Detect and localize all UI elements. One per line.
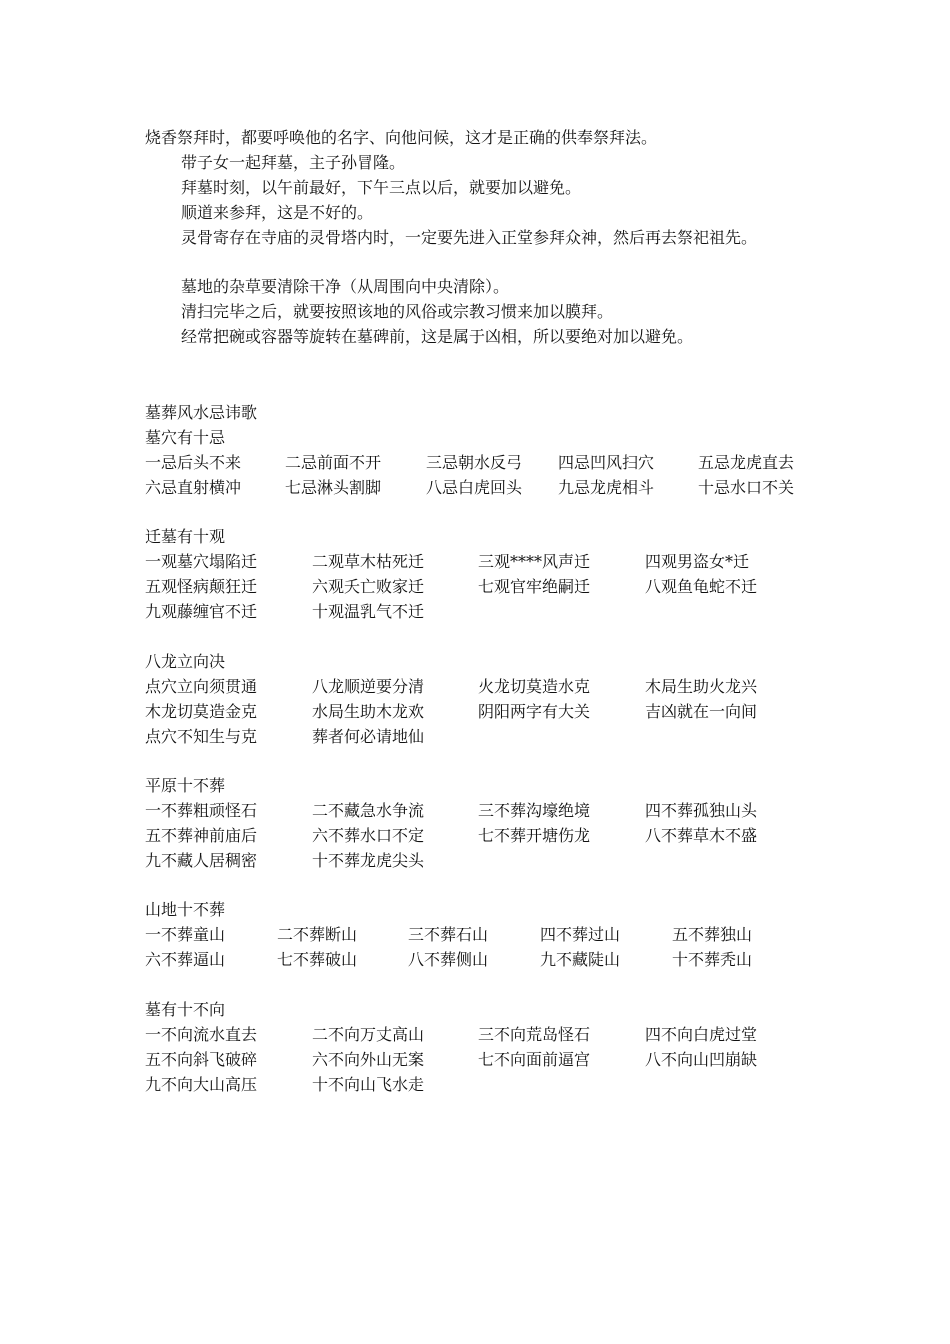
intro-line: 清扫完毕之后，就要按照该地的风俗或宗教习惯来加以膜拜。 — [181, 302, 614, 321]
verse-item: 七不葬破山 — [277, 950, 358, 969]
verse-item: 三不葬石山 — [408, 925, 489, 944]
verse-item: 九观藤缠官不迁 — [145, 602, 258, 621]
verse-item: 七观官牢绝嗣迁 — [478, 577, 591, 596]
section-heading: 墓有十不向 — [145, 1000, 226, 1019]
verse-item: 木局生助火龙兴 — [645, 677, 758, 696]
verse-item: 六不向外山无案 — [312, 1050, 425, 1069]
verse-item: 吉凶就在一向间 — [645, 702, 758, 721]
verse-item: 阴阳两字有大关 — [478, 702, 591, 721]
intro-line: 烧香祭拜时，都要呼唤他的名字、向他问候，这才是正确的供奉祭拜法。 — [145, 128, 658, 147]
verse-item: 五不葬独山 — [672, 925, 753, 944]
verse-item: 三忌朝水反弓 — [426, 453, 523, 472]
section-heading: 八龙立向决 — [145, 652, 226, 671]
verse-item: 六不葬水口不定 — [312, 826, 425, 845]
verse-item: 二不藏急水争流 — [312, 801, 425, 820]
verse-item: 五忌龙虎直去 — [698, 453, 795, 472]
verse-item: 四不葬过山 — [540, 925, 621, 944]
verse-item: 九不向大山高压 — [145, 1075, 258, 1094]
verse-item: 五不向斜飞破碎 — [145, 1050, 258, 1069]
verse-item: 四不向白虎过堂 — [645, 1025, 758, 1044]
verse-item: 九忌龙虎相斗 — [558, 478, 655, 497]
intro-line: 经常把碗或容器等旋转在墓碑前，这是属于凶相，所以要绝对加以避免。 — [181, 327, 694, 346]
section-heading: 迁墓有十观 — [145, 527, 226, 546]
verse-item: 点穴立向须贯通 — [145, 677, 258, 696]
verse-item: 七忌淋头割脚 — [285, 478, 382, 497]
intro-line: 灵骨寄存在寺庙的灵骨塔内时，一定要先进入正堂参拜众神，然后再去祭祀祖先。 — [181, 228, 758, 247]
verse-item: 一忌后头不来 — [145, 453, 242, 472]
verse-item: 三观****风声迁 — [478, 552, 591, 571]
verse-item: 八不向山凹崩缺 — [645, 1050, 758, 1069]
verse-item: 一观墓穴塌陷迁 — [145, 552, 258, 571]
document-title: 墓葬风水忌讳歌 — [145, 403, 258, 422]
verse-item: 二观草木枯死迁 — [312, 552, 425, 571]
verse-item: 葬者何必请地仙 — [312, 727, 425, 746]
verse-item: 八不葬草木不盛 — [645, 826, 758, 845]
verse-item: 二忌前面不开 — [285, 453, 382, 472]
verse-item: 三不向荒岛怪石 — [478, 1025, 591, 1044]
section-heading: 平原十不葬 — [145, 776, 226, 795]
section-heading: 山地十不葬 — [145, 900, 226, 919]
verse-item: 八忌白虎回头 — [426, 478, 523, 497]
intro-line: 拜墓时刻，以午前最好，下午三点以后，就要加以避免。 — [181, 178, 582, 197]
verse-item: 一不向流水直去 — [145, 1025, 258, 1044]
verse-item: 十不葬秃山 — [672, 950, 753, 969]
verse-item: 六不葬逼山 — [145, 950, 226, 969]
verse-item: 七不葬开塘伤龙 — [478, 826, 591, 845]
verse-item: 一不葬粗顽怪石 — [145, 801, 258, 820]
verse-item: 四不葬孤独山头 — [645, 801, 758, 820]
verse-item: 二不向万丈高山 — [312, 1025, 425, 1044]
verse-item: 水局生助木龙欢 — [312, 702, 425, 721]
verse-item: 八观鱼龟蛇不迁 — [645, 577, 758, 596]
verse-item: 五观怪病颠狂迁 — [145, 577, 258, 596]
verse-item: 十忌水口不关 — [698, 478, 795, 497]
verse-item: 四忌凹风扫穴 — [558, 453, 655, 472]
verse-item: 四观男盗女*迁 — [645, 552, 750, 571]
verse-item: 九不藏人居稠密 — [145, 851, 258, 870]
verse-item: 六忌直射横冲 — [145, 478, 242, 497]
verse-item: 八龙顺逆要分清 — [312, 677, 425, 696]
verse-item: 十不葬龙虎尖头 — [312, 851, 425, 870]
verse-item: 十观温乳气不迁 — [312, 602, 425, 621]
verse-item: 七不向面前逼宫 — [478, 1050, 591, 1069]
intro-line: 墓地的杂草要清除干净（从周围向中央清除）。 — [181, 277, 510, 296]
verse-item: 三不葬沟壕绝境 — [478, 801, 591, 820]
verse-item: 五不葬神前庙后 — [145, 826, 258, 845]
intro-line: 顺道来参拜，这是不好的。 — [181, 203, 374, 222]
verse-item: 二不葬断山 — [277, 925, 358, 944]
verse-item: 木龙切莫造金克 — [145, 702, 258, 721]
verse-item: 九不藏陡山 — [540, 950, 621, 969]
intro-line: 带子女一起拜墓，主子孙冒隆。 — [181, 153, 406, 172]
verse-item: 六观夭亡败家迁 — [312, 577, 425, 596]
section-heading: 墓穴有十忌 — [145, 428, 226, 447]
verse-item: 八不葬侧山 — [408, 950, 489, 969]
verse-item: 一不葬童山 — [145, 925, 226, 944]
verse-item: 火龙切莫造水克 — [478, 677, 591, 696]
verse-item: 十不向山飞水走 — [312, 1075, 425, 1094]
verse-item: 点穴不知生与克 — [145, 727, 258, 746]
